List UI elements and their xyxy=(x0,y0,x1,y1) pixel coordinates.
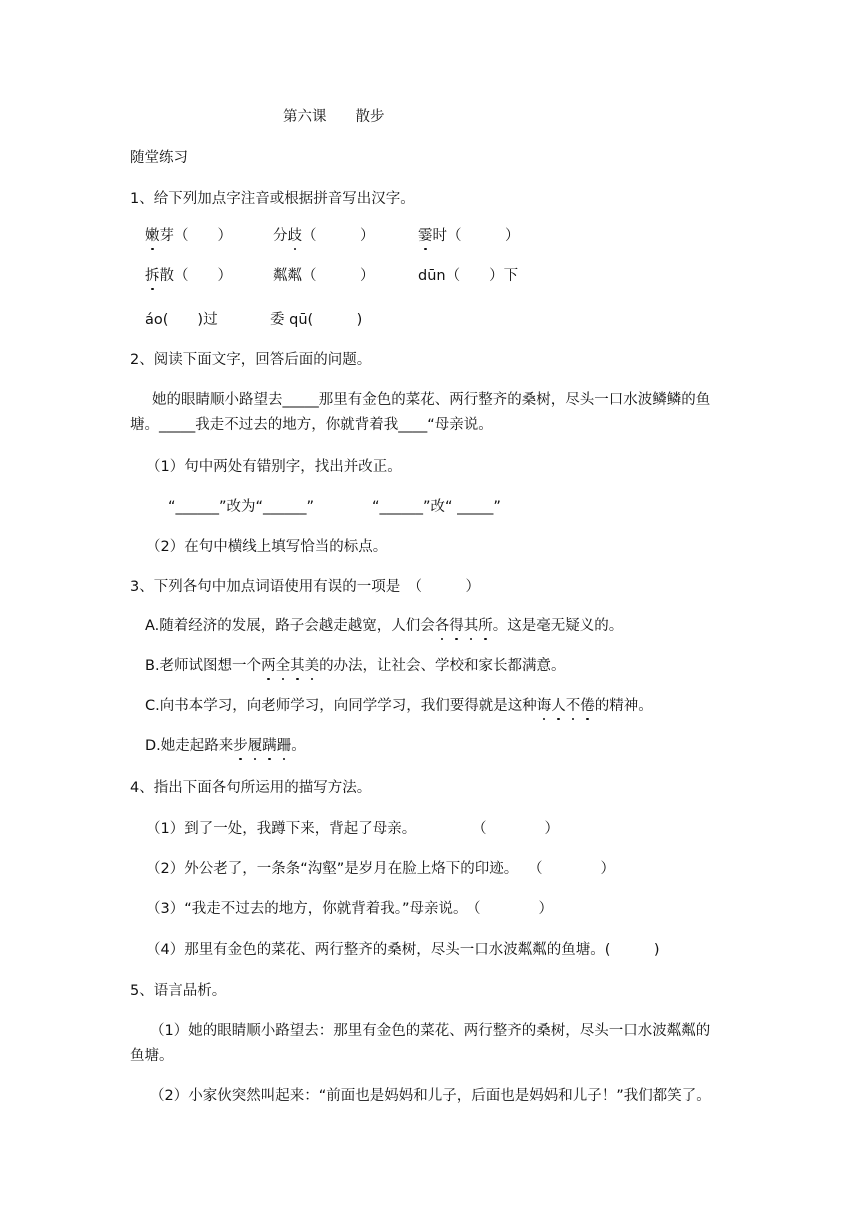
dotted-char: 倦 xyxy=(580,698,595,714)
option-text: B.老师试图想一个 xyxy=(145,658,262,674)
dotted-char: 嫩 xyxy=(145,228,160,244)
q1-item-text: 芽（ ） xyxy=(159,228,232,244)
q1-item-nenya xyxy=(145,226,232,246)
q1-item-text: 分 xyxy=(273,228,288,244)
q3-option-d xyxy=(145,736,306,756)
dotted-char: 其 xyxy=(290,658,305,674)
q1-item-chaisan xyxy=(145,266,232,286)
option-text: 的精神。 xyxy=(594,698,653,714)
q2-sub2: （2）在句中横线上填写恰当的标点。 xyxy=(146,539,388,555)
q1-item-text: （ ） xyxy=(302,228,375,244)
dotted-char: 所 xyxy=(478,618,493,634)
q2-passage-line2: 塘。_____我走不过去的地方，你就背着我____“母亲说。 xyxy=(130,417,493,433)
q1-item-shashi xyxy=(418,226,520,246)
q3-option-b xyxy=(145,656,566,676)
q2-fill2: “______”改“ _____” xyxy=(372,499,501,515)
option-text: A.随着经济的发展，路子会越走越宽，人们会 xyxy=(145,618,435,634)
option-text: 。这是毫无疑义的。 xyxy=(492,618,624,634)
dotted-char: 人 xyxy=(551,698,566,714)
dotted-char: 诲 xyxy=(536,698,552,714)
q1-stem: 1、给下列加点字注音或根据拼音写出汉字。 xyxy=(130,191,415,207)
dotted-char: 其 xyxy=(463,618,479,634)
q2-fill1: “______”改为“______” xyxy=(168,499,315,515)
option-text: 。 xyxy=(291,738,306,754)
dotted-char: 两 xyxy=(261,658,276,674)
q5-sub1-line1: （1）她的眼睛顺小路望去：那里有金色的菜花、两行整齐的桑树，尽头一口水波粼粼的 xyxy=(150,1023,711,1039)
q1-item-text: （ ） xyxy=(302,268,375,284)
dotted-char: 履 xyxy=(247,738,263,754)
q1-item-text: 粼粼 xyxy=(273,268,302,284)
q1-item-text: 时（ ） xyxy=(432,228,520,244)
dotted-char: 跚 xyxy=(276,738,292,754)
q4-sub1-blank: （ ） xyxy=(472,821,559,837)
q4-sub4: （4）那里有金色的菜花、两行整齐的桑树，尽头一口水波粼粼的鱼塘。( ) xyxy=(146,942,660,958)
section-heading: 随堂练习 xyxy=(130,150,188,166)
dotted-char: 歧 xyxy=(287,228,302,244)
q5-sub1-line2: 鱼塘。 xyxy=(130,1048,174,1064)
q4-sub2-blank: （ ） xyxy=(528,861,615,877)
dotted-char: 得 xyxy=(449,618,464,634)
q4-stem: 4、指出下面各句所运用的描写方法。 xyxy=(130,780,372,796)
q4-sub3: （3）“我走不过去的地方，你就背着我。”母亲说。 xyxy=(146,901,468,917)
option-text: C.向书本学习，向老师学习，向同学学习，我们要得就是这种 xyxy=(145,698,537,714)
q3-option-c xyxy=(145,696,653,716)
dotted-char: 各 xyxy=(434,618,450,634)
q1-item-linlin xyxy=(273,266,375,286)
dotted-char: 美 xyxy=(304,658,320,674)
q4-sub3-blank: （ ） xyxy=(466,901,553,917)
q1-item-dun: dūn（ ）下 xyxy=(418,268,519,284)
dotted-char: 步 xyxy=(233,738,248,754)
option-text: 的办法，让社会、学校和家长都满意。 xyxy=(319,658,566,674)
q2-passage-line1: 她的眼睛顺小路望去_____那里有金色的菜花、两行整齐的桑树，尽头一口水波鳞鳞的鱼 xyxy=(152,392,711,408)
q4-sub2: （2）外公老了，一条条“沟壑”是岁月在脸上烙下的印迹。 xyxy=(146,861,519,877)
q2-sub1: （1）句中两处有错别字，找出并改正。 xyxy=(146,459,402,475)
q1-item-ao: áo( )过 xyxy=(145,312,218,328)
q2-stem: 2、阅读下面文字，回答后面的问题。 xyxy=(130,352,372,368)
dotted-char: 拆 xyxy=(145,268,160,284)
q3-option-a xyxy=(145,616,623,636)
q3-stem: 3、下列各句中加点词语使用有误的一项是 （ ） xyxy=(130,579,480,595)
option-text: D.她走起路来 xyxy=(145,738,234,754)
q1-item-text: 散（ ） xyxy=(159,268,232,284)
q5-stem: 5、语言品析。 xyxy=(130,983,227,999)
q1-item-fenqi xyxy=(273,226,375,246)
dotted-char: 蹒 xyxy=(262,738,277,754)
lesson-title: 第六课 散步 xyxy=(283,109,385,125)
q1-item-weiqu: 委 qū( ) xyxy=(270,312,363,328)
q4-sub1: （1）到了一处，我蹲下来，背起了母亲。 xyxy=(146,821,417,837)
dotted-char: 全 xyxy=(275,658,291,674)
q5-sub2: （2）小家伙突然叫起来：“前面也是妈妈和儿子，后面也是妈妈和儿子！”我们都笑了。 xyxy=(150,1088,711,1104)
dotted-char: 霎 xyxy=(418,228,433,244)
dotted-char: 不 xyxy=(565,698,581,714)
